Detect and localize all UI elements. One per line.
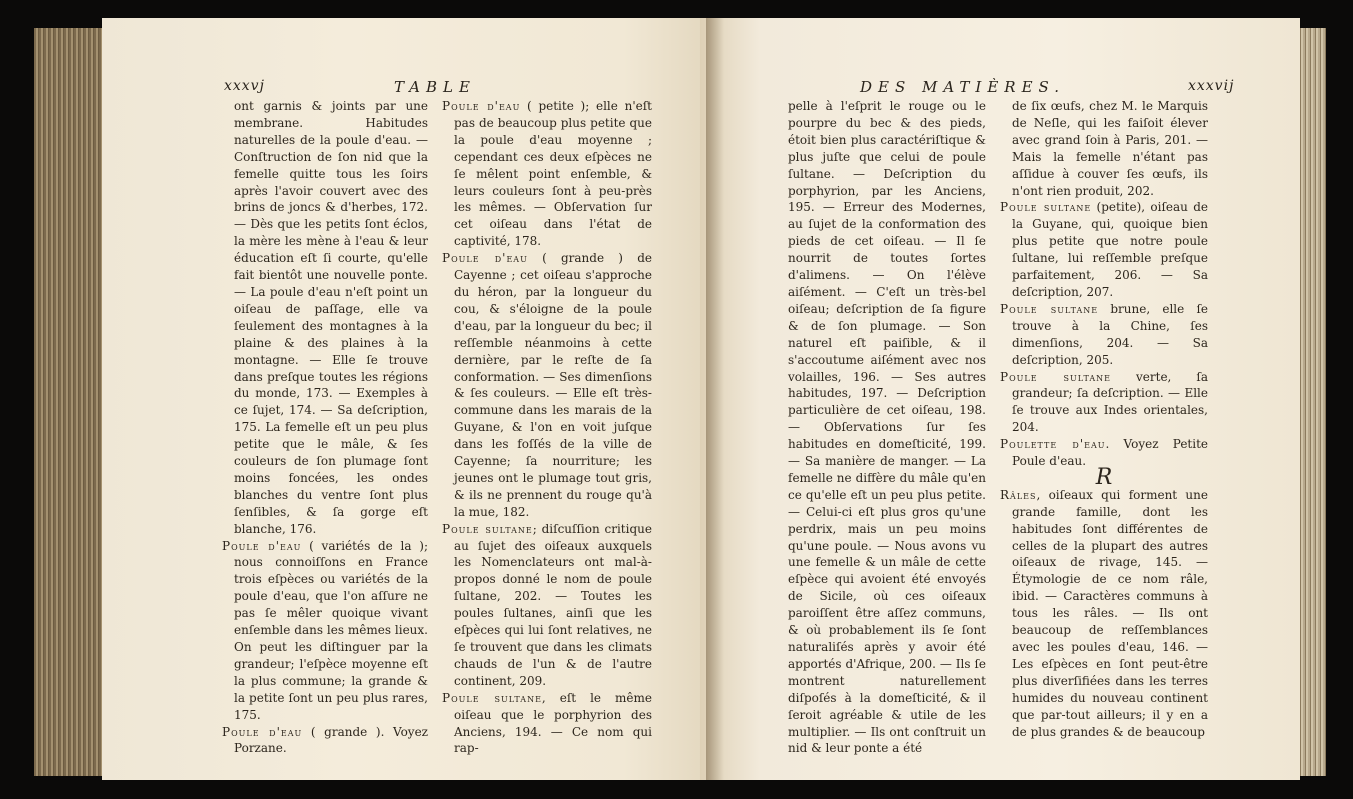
index-entry-continuation: de ſix œufs, chez M. le Marquis de Neſle, qui les faiſoit élever avec grand ſoin à Paris, 201. — Mais la femelle n'étant pas aſſidue à couver ſes œufs, ils n'ont rien produit, 202. — [1012, 99, 1208, 198]
index-entry — [442, 521, 652, 690]
index-entry-text: ( petite ); elle n'eſt pas de beaucoup plus petite que la poule d'eau moyenne ; cependant ces deux eſpèces ne ſe mêlent point enſemble, & leurs couleurs ſont à peu-près les mêmes. — Obſervation ſur cet oiſeau dans l'état de captivité, 178. — [454, 99, 652, 249]
index-entry — [1000, 301, 1208, 369]
index-letter-heading: R — [1095, 464, 1113, 490]
right-page-number: xxxvij — [1188, 78, 1235, 94]
left-page-number: xxxvj — [224, 78, 265, 94]
index-entry-text: ; diſcuſſion critique au ſujet des oiſeaux auxquels les Nomenclateurs ont mal-à-propos donné le nom de poule ſultane, 202. — Toutes les poules ſultanes, ainſi que les eſpèces qui lui ſont relatives, ne ſe trouvent que dans les climats chauds de l'un & de l'autre continent, 209. — [454, 521, 652, 688]
index-entry — [1000, 369, 1208, 437]
right-column-2 — [1000, 98, 1208, 740]
left-column-2 — [442, 98, 652, 757]
index-entry — [442, 690, 652, 758]
index-entry — [222, 724, 428, 758]
index-entry-name: Râles — [1000, 487, 1037, 502]
index-entry-name: Poule d'eau — [442, 251, 528, 266]
index-entry-text: ( grande ) de Cayenne ; cet oiſeau s'approche du héron, par la longueur du cou, & s'éloigne de la poule d'eau, par la longueur du bec; il reſſemble néanmoins à cette dernière, par le reſte de ſa conformation. — Ses dimenſions & ſes couleurs. — Elle eſt très-commune dans les marais de la Guyane, & l'on en voit juſque dans les foſſés de la ville de Cayenne; ſa nourriture; les jeunes ont le plumage tout gris, & ils ne prennent du rouge qu'à la mue, 182. — [454, 251, 652, 519]
index-entry — [442, 250, 652, 521]
index-entry — [1000, 487, 1208, 741]
index-entry-name: Poule sultane — [1000, 200, 1092, 215]
index-entry-text: ( variétés de la ); nous connoiſſons en France trois eſpèces ou variétés de la poule d'eau, que l'on aſſure ne pas ſe mêler quoique vivant enſemble dans les mêmes lieux. On peut les diſtinguer par la grandeur; l'eſpèce moyenne eſt la plus commune; la grande & la petite ſont un peu plus rares, 175. — [234, 538, 428, 722]
index-entry — [1000, 199, 1208, 300]
left-running-head: TABLE — [394, 78, 476, 96]
index-entry-name: Poule sultane — [442, 690, 542, 705]
index-entry-text: . Voyez Petite Poule d'eau. — [1012, 437, 1208, 469]
index-entry-name: Poule d'eau — [222, 724, 303, 739]
index-entry-text: , eſt le même oiſeau que le porphyrion des Anciens, 194. — Ce nom qui rap- — [454, 690, 652, 756]
index-entry — [442, 98, 652, 250]
page-edges-left — [34, 28, 104, 776]
right-running-head: DES MATIÈRES. — [860, 78, 1066, 96]
index-entry-name: Poule d'eau — [222, 538, 302, 553]
index-entry-continuation: pelle à l'eſprit le rouge ou le pourpre du bec & des pieds, étoit bien plus caractériſtique & plus juſte que celui de poule ſultane. — Deſcription du porphyrion, par les Anciens, 195. — Erreur des Modernes, au ſujet de la conformation des pieds de cet oiſeau. — Il ſe nourrit de toutes ſortes d'alimens. — On l'élève aiſément. — C'eſt un très-bel oiſeau; deſcription de ſa figure & de ſon plumage. — Son naturel eſt paiſible, & il s'accoutume aiſément avec nos volailles, 196. — Ses autres habitudes, 197. — Deſcription particulière de cet oiſeau, 198. — Obſervations ſur ſes habitudes en domeſticité, 199. — Sa manière de manger. — La femelle ne diffère du mâle qu'en ce qu'elle eſt un peu plus petite. — Celui-ci eſt plus gros qu'une perdrix, mais un peu moins qu'une poule. — Nous avons vu une femelle & un mâle de cette eſpèce qui avoient été envoyés de Sicile, où ces oiſeaux paroiſſent être aſſez communs, & où probablement ils ſe ſont naturaliſés après y avoir été apportés d'Afrique, 200. — Ils ſe montrent naturellement diſpoſés à la domeſticité, & il ſeroit agréable & utile de les multiplier. — Ils ont conſtruit un nid & leur ponte a été — [788, 99, 986, 756]
index-entry-name: Poule sultane — [442, 521, 533, 536]
index-entry-name: Poule d'eau — [442, 99, 521, 113]
book-gutter — [706, 18, 724, 780]
index-entry-text: brune, elle ſe trouve à la Chine, ſes dimenſions, 204. — Sa deſcription, 205. — [1012, 301, 1208, 367]
index-entry — [222, 538, 428, 724]
index-entry-text: verte, ſa grandeur; ſa deſcription. — Elle ſe trouve aux Indes orientales, 204. — [1012, 369, 1208, 435]
index-entry-text: ( grande ). Voyez Porzane. — [234, 724, 428, 756]
page-edges-right — [1298, 28, 1326, 776]
index-entry-continuation: ont garnis & joints par une membrane. Habitudes naturelles de la poule d'eau. — Conſtruction de ſon nid que la femelle quitte tous les ſoirs après l'avoir couvert avec des brins de joncs & d'herbes, 172. — Dès que les petits ſont éclos, la mère les mène à l'eau & leur éducation eſt ſi courte, qu'elle fait bientôt une nouvelle ponte. — La poule d'eau n'eſt point un oiſeau de paſſage, elle va ſeulement des montagnes à la plaine & des plaines à la montagne. — Elle ſe trouve dans preſque toutes les régions du monde, 173. — Exemples à ce ſujet, 174. — Sa deſcription, 175. La femelle eſt un peu plus petite que le mâle, & ſes couleurs de ſon plumage ſont moins foncées, les ondes blanches du ventre ſont plus ſenſibles, & ſa gorge eſt blanche, 176. — [234, 99, 428, 536]
left-column-1 — [222, 98, 428, 757]
index-entry-text: , oiſeaux qui forment une grande famille, dont les habitudes ſont différentes de celles de la plupart des autres oiſeaux de rivage, 145. — Étymologie de ce nom râle, ibid. — Caractères communs à tous les râles. — Ils ont beaucoup de reſſemblances avec les poules d'eau, 146. — Les eſpèces en ſont peut-être plus diverſifiées dans les terres humides du nouveau continent que par-tout ailleurs; il y en a de plus grandes & de beaucoup — [1012, 487, 1208, 739]
right-page — [700, 18, 1300, 780]
left-page — [102, 18, 716, 780]
index-entry-text: (petite), oiſeau de la Guyane, qui, quoique bien plus petite que notre poule ſultane, lui reſſemble preſque parfaitement, 206. — Sa deſcription, 207. — [1012, 200, 1208, 299]
index-entry-name: Poule sultane — [1000, 301, 1099, 316]
index-entry-name: Poule sultane — [1000, 369, 1111, 384]
index-entry-name: Poulette d'eau — [1000, 437, 1106, 452]
right-column-1 — [776, 98, 986, 757]
open-book — [28, 10, 1328, 788]
